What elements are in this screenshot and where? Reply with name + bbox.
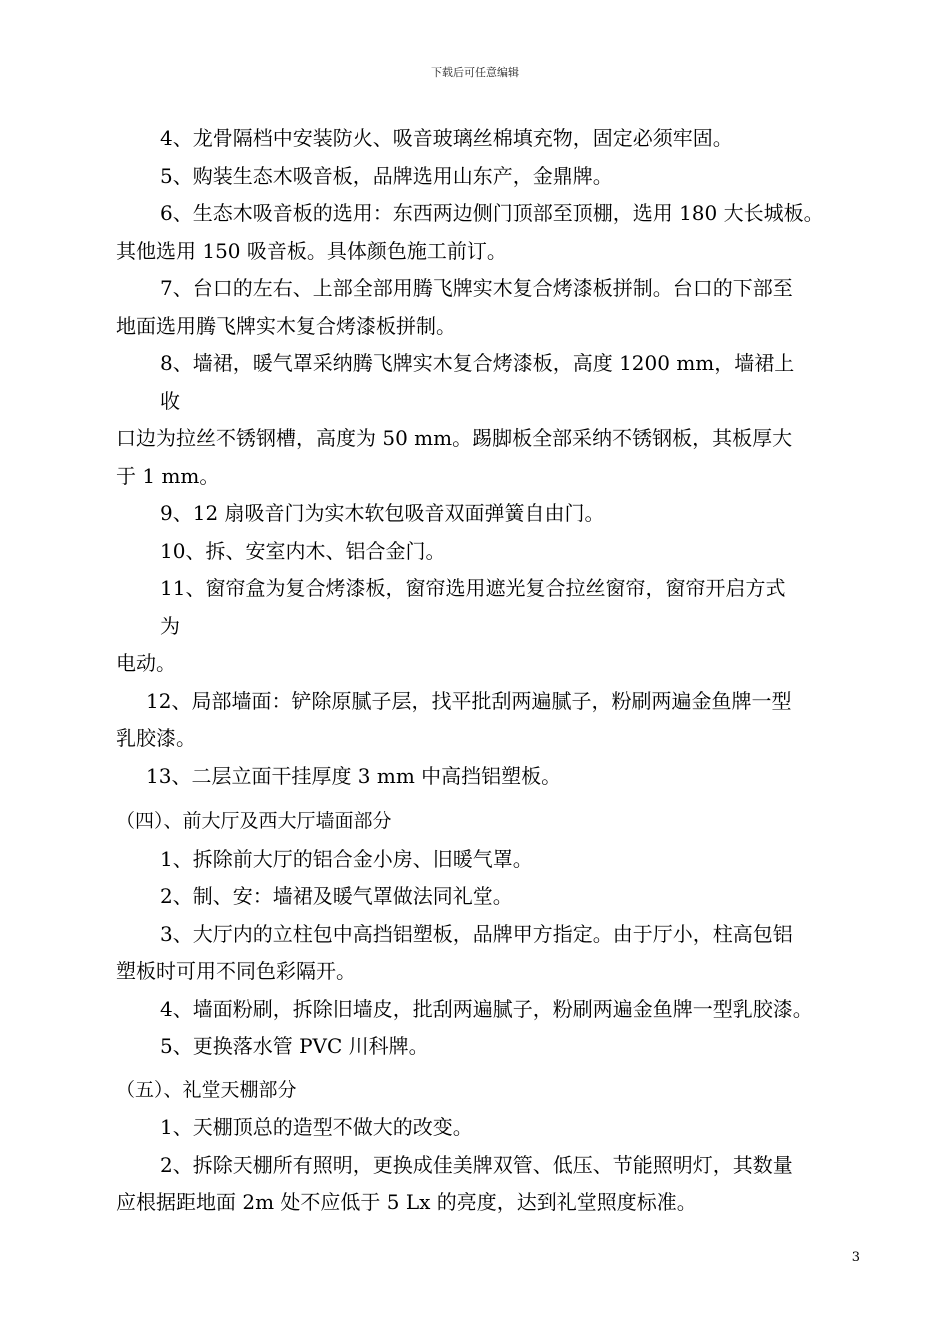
paragraph-line: 8、墙裙，暖气罩采纳腾飞牌实木复合烤漆板，高度 1200 mm，墙裙上 (160, 351, 795, 375)
paragraph-line: 其他选用 150 吸音板。具体颜色施工前订。 (116, 238, 507, 263)
paragraph-line: 1、天棚顶总的造型不做大的改变。 (160, 1115, 473, 1139)
paragraph-line: 3、大厅内的立柱包中高挡铝塑板，品牌甲方指定。由于厅小，柱高包铝 (160, 921, 793, 946)
document-body (116, 120, 876, 1222)
paragraph-line: 应根据距地面 2m 处不应低于 5 Lx 的亮度，达到礼堂照度标准。 (116, 1190, 697, 1214)
paragraph-line: 塑板时可用不同色彩隔开。 (116, 959, 356, 983)
paragraph-line: 4、墙面粉刷，拆除旧墙皮，批刮两遍腻子，粉刷两遍金鱼牌一型乳胶漆。 (160, 996, 813, 1021)
paragraph-line: 12、局部墙面：铲除原腻子层，找平批刮两遍腻子，粉刷两遍金鱼牌一型 (146, 688, 792, 713)
paragraph-line: 5、购装生态木吸音板，品牌选用山东产，金鼎牌。 (160, 163, 613, 188)
paragraph-line: 9、12 扇吸音门为实木软包吸音双面弹簧自由门。 (160, 501, 605, 525)
section-heading-5: （五）、礼堂天棚部分 (116, 1078, 297, 1101)
paragraph-line: 为 (160, 613, 180, 638)
paragraph-line: 5、更换落水管 PVC 川科牌。 (160, 1034, 429, 1058)
paragraph-line: 13、二层立面干挂厚度 3 mm 中高挡铝塑板。 (146, 763, 562, 788)
paragraph-line: 于 1 mm。 (116, 463, 220, 488)
paragraph-line: 地面选用腾飞牌实木复合烤漆板拼制。 (116, 313, 456, 338)
paragraph-line: 10、拆、安室内木、铝合金门。 (160, 538, 446, 563)
paragraph-line: 4、龙骨隔档中安装防火、吸音玻璃丝棉填充物，固定必须牢固。 (160, 126, 733, 150)
page-header: 下载后可任意编辑 (431, 66, 519, 79)
paragraph-line: 乳胶漆。 (116, 726, 196, 750)
paragraph-line: 电动。 (116, 651, 176, 675)
paragraph-line: 2、制、安：墙裙及暖气罩做法同礼堂。 (160, 884, 513, 908)
section-heading-4: （四）、前大厅及西大厅墙面部分 (116, 810, 392, 832)
paragraph-line: 6、生态木吸音板的选用：东西两边侧门顶部至顶棚，选用 180 大长城板。 (160, 201, 824, 225)
paragraph-line: 7、台口的左右、上部全部用腾飞牌实木复合烤漆板拼制。台口的下部至 (160, 276, 793, 300)
paragraph-line: 口边为拉丝不锈钢槽，高度为 50 mm。踢脚板全部采纳不锈钢板，其板厚大 (116, 426, 793, 450)
paragraph-line: 收 (160, 388, 180, 413)
paragraph-line: 1、拆除前大厅的铝合金小房、旧暖气罩。 (160, 846, 533, 871)
page-number: 3 (851, 1250, 860, 1265)
paragraph-line: 2、拆除天棚所有照明，更换成佳美牌双管、低压、节能照明灯，其数量 (160, 1152, 793, 1177)
paragraph-line: 11、窗帘盒为复合烤漆板，窗帘选用遮光复合拉丝窗帘，窗帘开启方式 (160, 576, 786, 600)
